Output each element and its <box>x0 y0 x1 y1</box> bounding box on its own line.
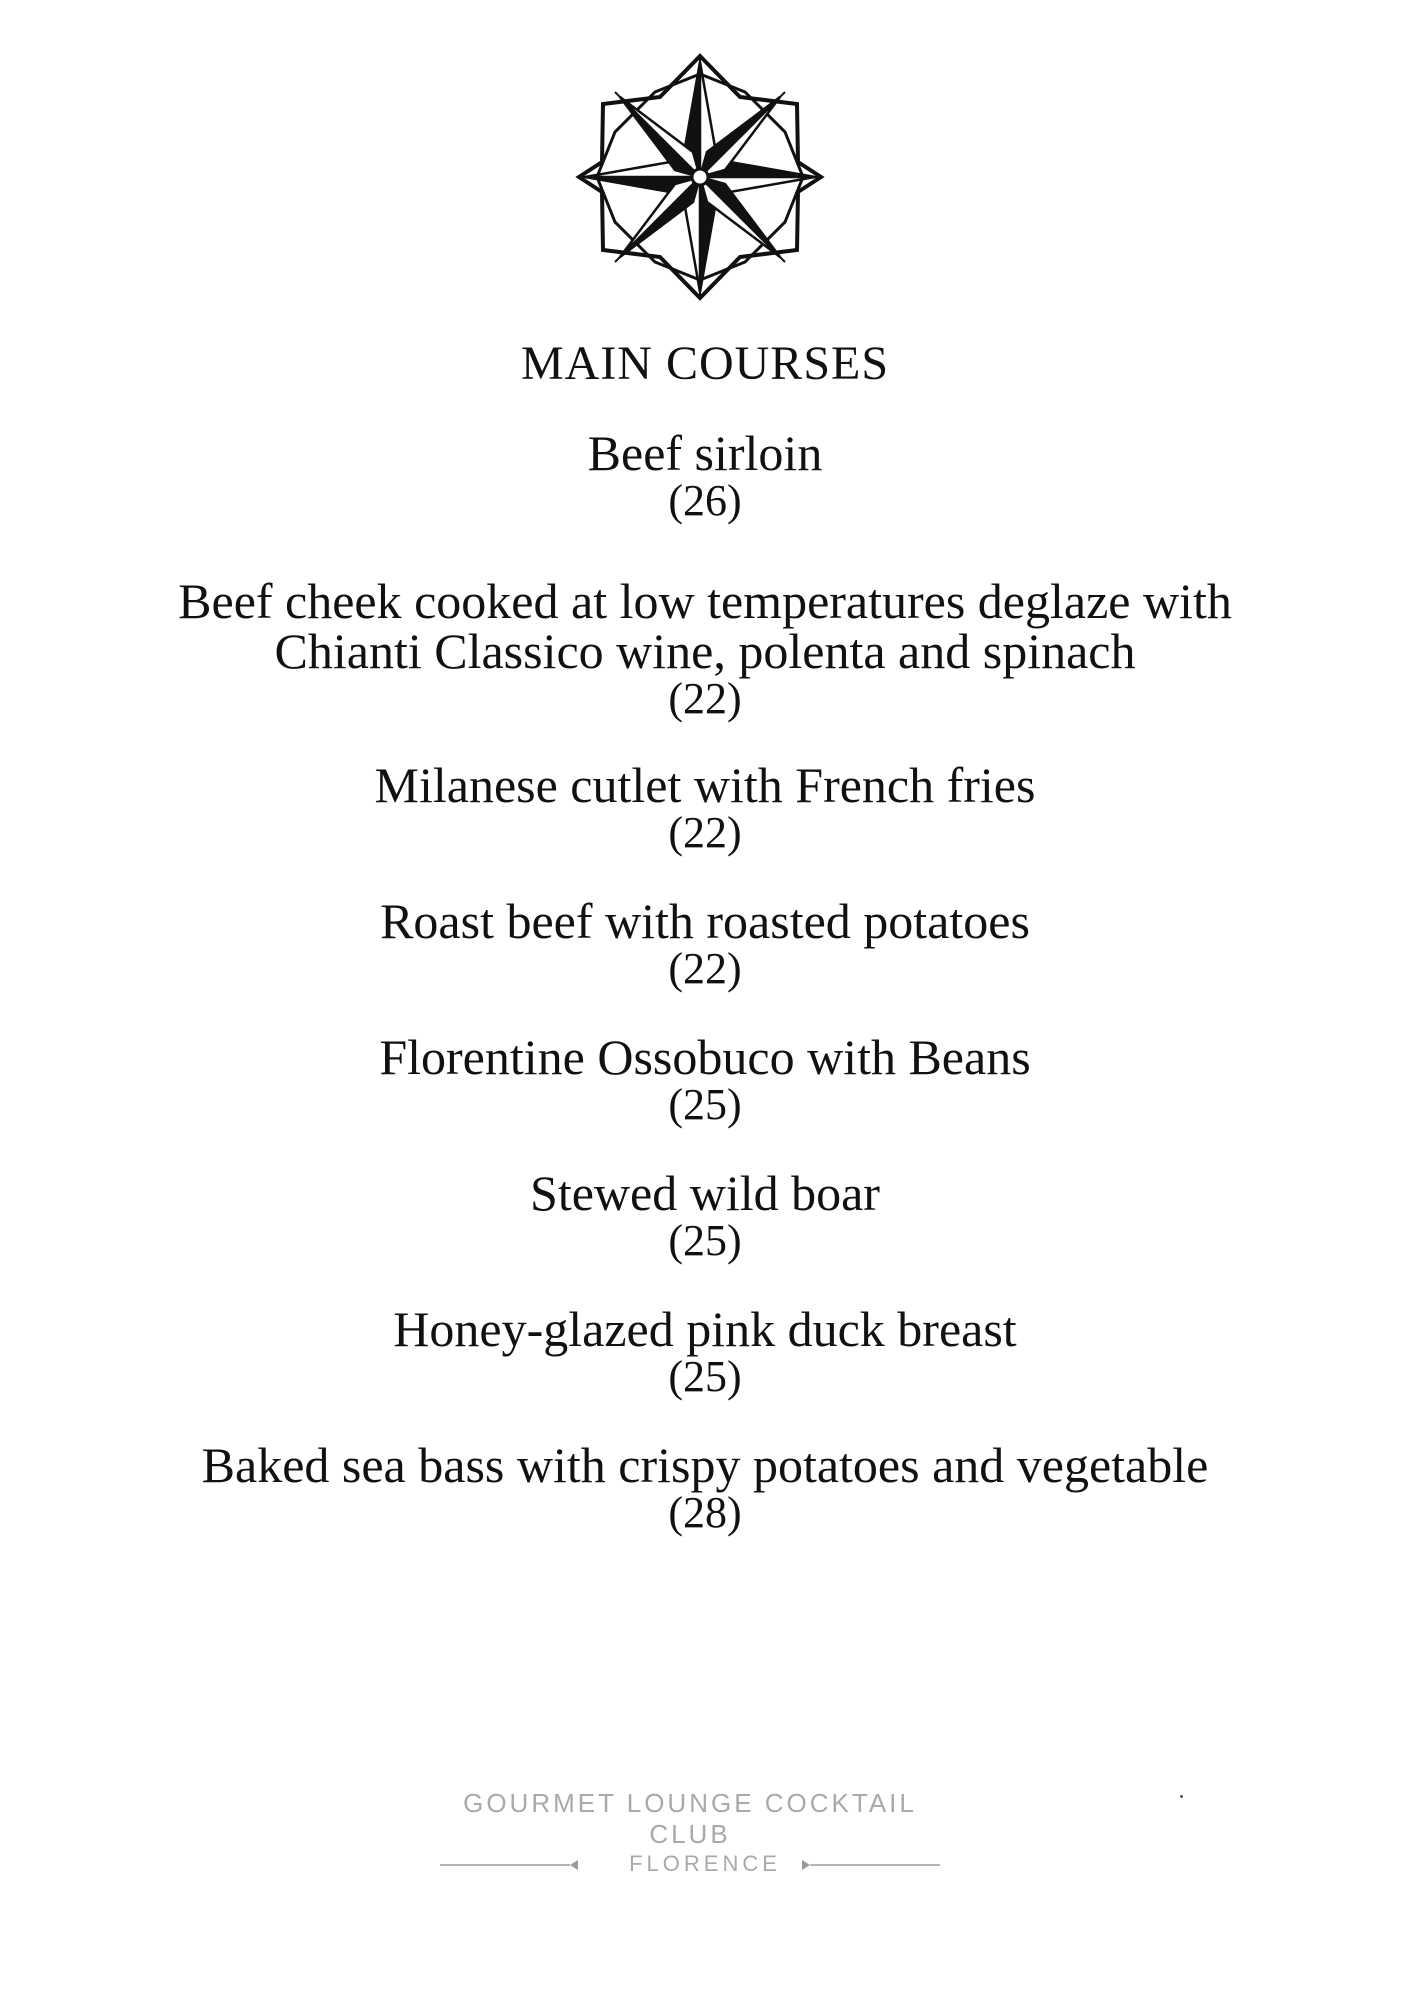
menu-item-price: (22) <box>668 808 742 857</box>
menu-item-name: Beef sirloin <box>587 425 823 481</box>
menu-item <box>0 425 1410 525</box>
menu-item-price: (25) <box>668 1080 742 1129</box>
menu-item <box>0 1165 1410 1265</box>
menu-item <box>0 1301 1410 1401</box>
menu-item-name: Beef cheek cooked at low temperatures deglaze with <box>178 573 1232 629</box>
footer-city: FLORENCE <box>629 1851 781 1876</box>
menu-item-name: Honey-glazed pink duck breast <box>393 1301 1017 1357</box>
menu-item <box>0 573 1410 723</box>
menu-item <box>0 1029 1410 1129</box>
menu-item-name: Chianti Classico wine, polenta and spinach <box>274 623 1136 679</box>
menu-item-price: (22) <box>668 674 742 723</box>
menu-item-price: (22) <box>668 944 742 993</box>
menu-item <box>0 757 1410 857</box>
menu-item-price: (28) <box>668 1488 742 1537</box>
menu-item-name: Milanese cutlet with French fries <box>374 757 1036 813</box>
menu-item-name: Roast beef with roasted potatoes <box>380 893 1030 949</box>
menu-item <box>0 893 1410 993</box>
menu-item-price: (25) <box>668 1216 742 1265</box>
menu-item-name: Baked sea bass with crispy potatoes and vegetable <box>201 1437 1209 1493</box>
menu-item-name: Stewed wild boar <box>530 1165 880 1221</box>
menu-item-name: Florentine Ossobuco with Beans <box>379 1029 1031 1085</box>
menu-item <box>0 1437 1410 1537</box>
menu-item-price: (26) <box>668 476 742 525</box>
compass-star-emblem-icon <box>575 52 825 302</box>
section-heading: MAIN COURSES <box>520 337 890 390</box>
menu-item-price: (25) <box>668 1352 742 1401</box>
footer-club-name: GOURMET LOUNGE COCKTAIL CLUB <box>463 1788 917 1849</box>
stray-dot <box>1180 1795 1183 1798</box>
